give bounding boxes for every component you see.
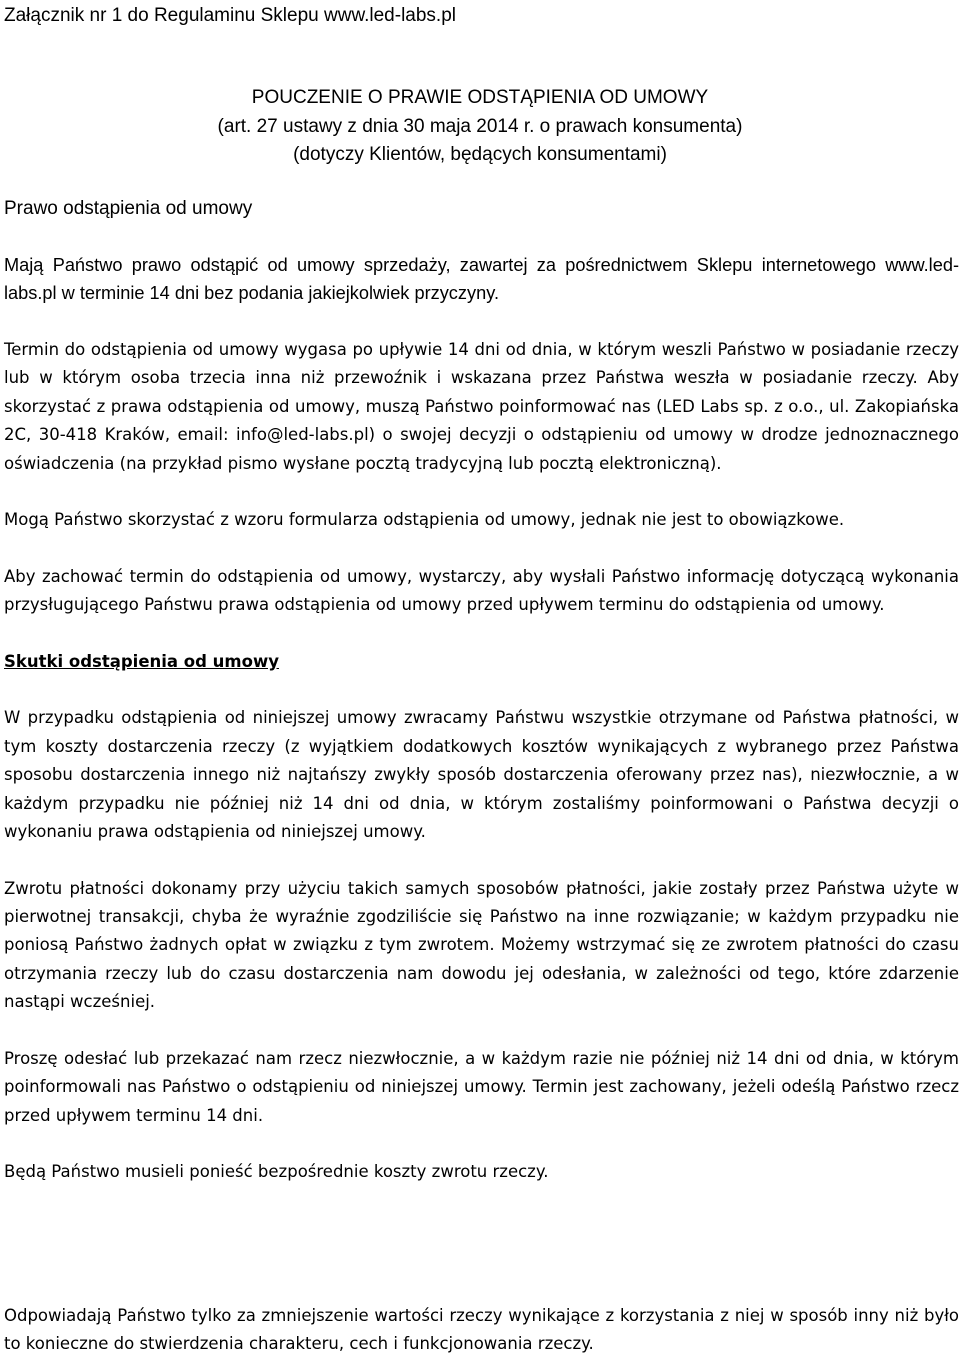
document-body <box>4 251 959 1215</box>
paragraph-return-costs: Będą Państwo musieli ponieść bezpośrednie koszty zwrotu rzeczy. <box>4 1162 549 1182</box>
attachment-header: Załącznik nr 1 do Regulaminu Sklepu www.led-labs.pl <box>4 5 457 26</box>
section-heading-right-of-withdrawal: Prawo odstąpienia od umowy <box>4 198 253 219</box>
document-subtitle-scope: (dotyczy Klientów, będących konsumentami) <box>293 144 667 165</box>
paragraph-refund-method: Zwrotu płatności dokonamy przy użyciu takich samych sposobów płatności, jakie zostały przez Państwa użyte w pierwotnej transakcji, chyba że wyraźnie zgodziliście się Państwo na inne rozwiązanie; w każdym przypadku nie poniosą Państwo żadnych opłat w związku z tym zwrotem. Możemy wstrzymać się ze zwrotem płatności do czasu otrzymania rzeczy lub do czasu dostarczenia nam dowodu jej odesłania, w zależności od tego, które zdarzenie nastąpi wcześniej. <box>4 878 959 1012</box>
paragraph-form-template: Mogą Państwo skorzystać z wzoru formularza odstąpienia od umowy, jednak nie jest to obowiązkowe. <box>4 510 845 530</box>
document-title: POUCZENIE O PRAWIE ODSTĄPIENIA OD UMOWY <box>251 87 709 108</box>
paragraph-withdrawal-deadline: Termin do odstąpienia od umowy wygasa po upływie 14 dni od dnia, w którym weszli Państwo w posiadanie rzeczy lub w którym osoba trzecia inna niż przewoźnik i wskazana przez Państwa weszła w posiadanie rzeczy. Aby skorzystać z prawa odstąpienia od umowy, muszą Państwo poinformować nas (LED Labs sp. z o.o., ul. Zakopiańska 2C, 30-418 Kraków, email: info@led-labs.pl) o swojej decyzji o odstąpieniu od umowy w drodze jednoznacznego oświadczenia (na przykład pismo wysłane pocztą tradycyjną lub pocztą elektroniczną). <box>4 340 959 473</box>
section-heading-effects-of-withdrawal: Skutki odstąpienia od umowy <box>4 651 279 671</box>
paragraph-return-goods: Proszę odesłać lub przekazać nam rzecz niezwłocznie, a w każdym razie nie później niż 14 dni od dnia, w którym poinformowali nas Państwo o odstąpieniu od niniejszej umowy. Termin jest zachowany, jeżeli odeślą Państwo rzecz przed upływem terminu 14 dni. <box>4 1048 959 1125</box>
paragraph-liability-value: Odpowiadają Państwo tylko za zmniejszenie wartości rzeczy wynikające z korzystania z niej w sposób inny niż było to konieczne do stwierdzenia charakteru, cech i funkcjonowania rzeczy. <box>4 1306 959 1354</box>
paragraph-right-statement: Mają Państwo prawo odstąpić od umowy sprzedaży, zawartej za pośrednictwem Sklepu internetowego www.led-labs.pl w terminie 14 dni bez podania jakiejkolwiek przyczyny. <box>4 255 959 304</box>
paragraph-refund-payments: W przypadku odstąpienia od niniejszej umowy zwracamy Państwu wszystkie otrzymane od Państwa płatności, w tym koszty dostarczenia rzeczy (z wyjątkiem dodatkowych kosztów wynikających z wybranego przez Państwa sposobu dostarczenia innego niż najtańszy zwykły sposób dostarczenia oferowany przez nas), niezwłocznie, a w każdym przypadku nie później niż 14 dni od dnia, w którym zostaliśmy poinformowani o Państwa decyzji o wykonaniu prawa odstąpienia od niniejszej umowy. <box>4 708 959 842</box>
document-title-block <box>180 84 780 170</box>
document-subtitle-legal-basis: (art. 27 ustawy z dnia 30 maja 2014 r. o prawach konsumenta) <box>217 115 743 137</box>
paragraph-keeping-deadline: Aby zachować termin do odstąpienia od umowy, wystarczy, aby wysłali Państwo informację dotyczącą wykonania przysługującego Państwu prawa odstąpienia od umowy przed upływem terminu do odstąpienia od umowy. <box>4 566 959 615</box>
